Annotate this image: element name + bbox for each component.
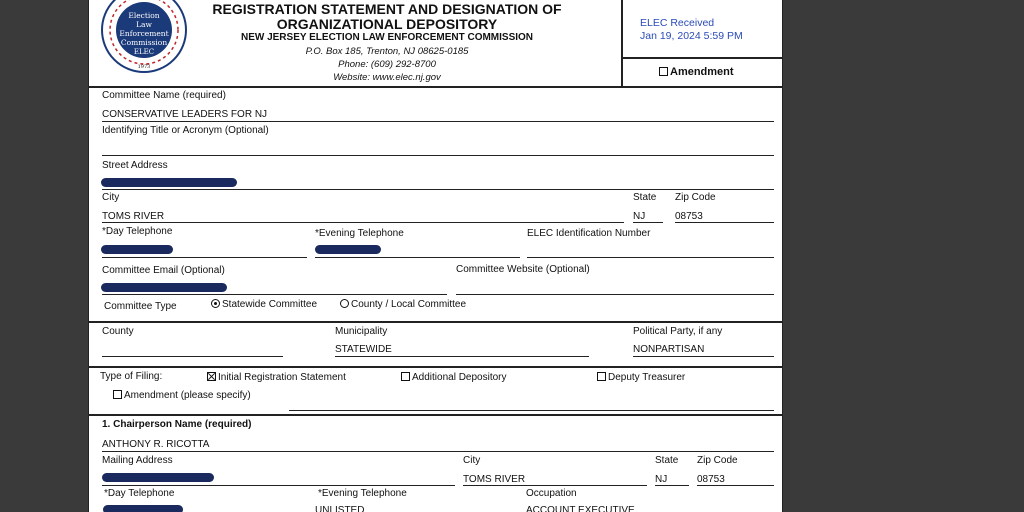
committee-website-label bbox=[456, 264, 590, 275]
initial-registration-label: Initial Registration Statement bbox=[218, 372, 346, 383]
chair-zip-value[interactable]: 08753 bbox=[697, 474, 725, 485]
agency-address: P.O. Box 185, Trenton, NJ 08625-0185 bbox=[305, 46, 469, 57]
acronym-label: Identifying Title or Acronym (Optional) bbox=[102, 125, 269, 136]
form-title-line1: REGISTRATION STATEMENT AND DESIGNATION OF bbox=[212, 1, 562, 17]
chair-state-value[interactable]: NJ bbox=[655, 474, 668, 485]
chair-city-value[interactable]: TOMS RIVER bbox=[463, 474, 526, 485]
elec-id-label: ELEC Identification Number bbox=[527, 228, 651, 239]
type-of-filing-label: Type of Filing: bbox=[100, 371, 163, 382]
form-title-line2: ORGANIZATIONAL DEPOSITORY bbox=[276, 16, 498, 32]
chair-day-telephone-label: *Day Telephone bbox=[104, 488, 175, 499]
additional-depository-label: Additional Depository bbox=[412, 372, 507, 383]
form-page bbox=[88, 0, 783, 512]
redacted-chair-day-phone bbox=[103, 505, 183, 512]
svg-text:ELEC: ELEC bbox=[133, 48, 155, 56]
radio-unselected-icon bbox=[340, 299, 349, 308]
city-label: City bbox=[102, 192, 120, 203]
municipality-label: Municipality bbox=[335, 326, 388, 337]
mailing-address-label: Mailing Address bbox=[102, 455, 173, 466]
redacted-email bbox=[101, 283, 227, 292]
chair-occupation-label: Occupation bbox=[526, 488, 577, 499]
chairperson-name-value[interactable]: ANTHONY R. RICOTTA bbox=[102, 439, 210, 450]
committee-type-label: Committee Type bbox=[104, 301, 177, 312]
city-value[interactable]: TOMS RIVER bbox=[102, 211, 165, 222]
agency-website: Website: www.elec.nj.gov bbox=[333, 72, 441, 83]
chair-occupation-value[interactable]: ACCOUNT EXECUTIVE bbox=[526, 505, 635, 512]
svg-text:Enforcement: Enforcement bbox=[119, 29, 169, 38]
zip-label: Zip Code bbox=[675, 192, 716, 203]
amendment-label: Amendment bbox=[670, 66, 734, 78]
municipality-value[interactable]: STATEWIDE bbox=[335, 344, 392, 355]
additional-depository-checkbox[interactable] bbox=[401, 372, 507, 383]
chair-evening-telephone-value[interactable]: UNLISTED bbox=[315, 505, 365, 512]
redacted-evening-phone bbox=[315, 245, 381, 254]
state-value[interactable]: NJ bbox=[633, 211, 646, 222]
checkbox-icon bbox=[659, 67, 668, 76]
svg-text:Law: Law bbox=[136, 20, 152, 29]
website-optional-text: (Optional) bbox=[545, 264, 590, 275]
committee-name-label: Committee Name (required) bbox=[102, 90, 226, 101]
county-local-committee-radio[interactable] bbox=[340, 299, 466, 310]
chairperson-section-label: 1. Chairperson Name (required) bbox=[102, 419, 252, 430]
street-address-label: Street Address bbox=[102, 160, 168, 171]
received-timestamp: Jan 19, 2024 5:59 PM bbox=[640, 30, 743, 42]
chair-city-label: City bbox=[463, 455, 481, 466]
statewide-committee-radio[interactable] bbox=[211, 299, 317, 310]
svg-text:Commission: Commission bbox=[120, 38, 168, 47]
redacted-day-phone bbox=[101, 245, 173, 254]
chair-state-label: State bbox=[655, 455, 679, 466]
county-local-label: County / Local Committee bbox=[351, 299, 467, 310]
agency-name: NEW JERSEY ELECTION LAW ENFORCEMENT COMMISSION bbox=[240, 32, 534, 43]
amendment-checkbox-top[interactable] bbox=[659, 66, 734, 78]
committee-name-value[interactable]: CONSERVATIVE LEADERS FOR NJ bbox=[102, 109, 268, 120]
agency-phone: Phone: (609) 292-8700 bbox=[338, 59, 436, 70]
chair-evening-telephone-label: *Evening Telephone bbox=[318, 488, 407, 499]
redacted-mailing-address bbox=[102, 473, 214, 482]
checkbox-icon bbox=[401, 372, 410, 381]
political-party-value[interactable]: NONPARTISAN bbox=[633, 344, 705, 355]
county-label: County bbox=[102, 326, 134, 337]
checkbox-icon bbox=[597, 372, 606, 381]
initial-registration-checkbox[interactable] bbox=[207, 372, 346, 383]
deputy-treasurer-label: Deputy Treasurer bbox=[608, 372, 686, 383]
elec-seal-icon bbox=[97, 0, 189, 76]
political-party-label: Political Party, if any bbox=[633, 326, 723, 337]
email-label-text: Committee Email bbox=[102, 265, 179, 276]
deputy-treasurer-checkbox[interactable] bbox=[597, 372, 685, 383]
evening-telephone-label: *Evening Telephone bbox=[315, 228, 404, 239]
email-optional-text: (Optional) bbox=[180, 265, 225, 276]
redacted-street bbox=[101, 178, 237, 187]
svg-text:Election: Election bbox=[128, 11, 160, 20]
radio-selected-icon bbox=[211, 299, 220, 308]
chair-zip-label: Zip Code bbox=[697, 455, 738, 466]
website-label-text: Committee Website bbox=[456, 264, 544, 275]
statewide-label: Statewide Committee bbox=[222, 299, 318, 310]
checkbox-checked-icon bbox=[207, 372, 216, 381]
amendment-specify-checkbox[interactable] bbox=[113, 390, 251, 401]
checkbox-icon bbox=[113, 390, 122, 399]
received-label: ELEC Received bbox=[640, 17, 715, 29]
amendment-specify-label: Amendment (please specify) bbox=[124, 390, 251, 401]
state-label: State bbox=[633, 192, 657, 203]
svg-text:1973: 1973 bbox=[137, 64, 151, 70]
day-telephone-label: *Day Telephone bbox=[102, 226, 173, 237]
committee-email-label bbox=[102, 265, 225, 276]
zip-value[interactable]: 08753 bbox=[675, 211, 703, 222]
